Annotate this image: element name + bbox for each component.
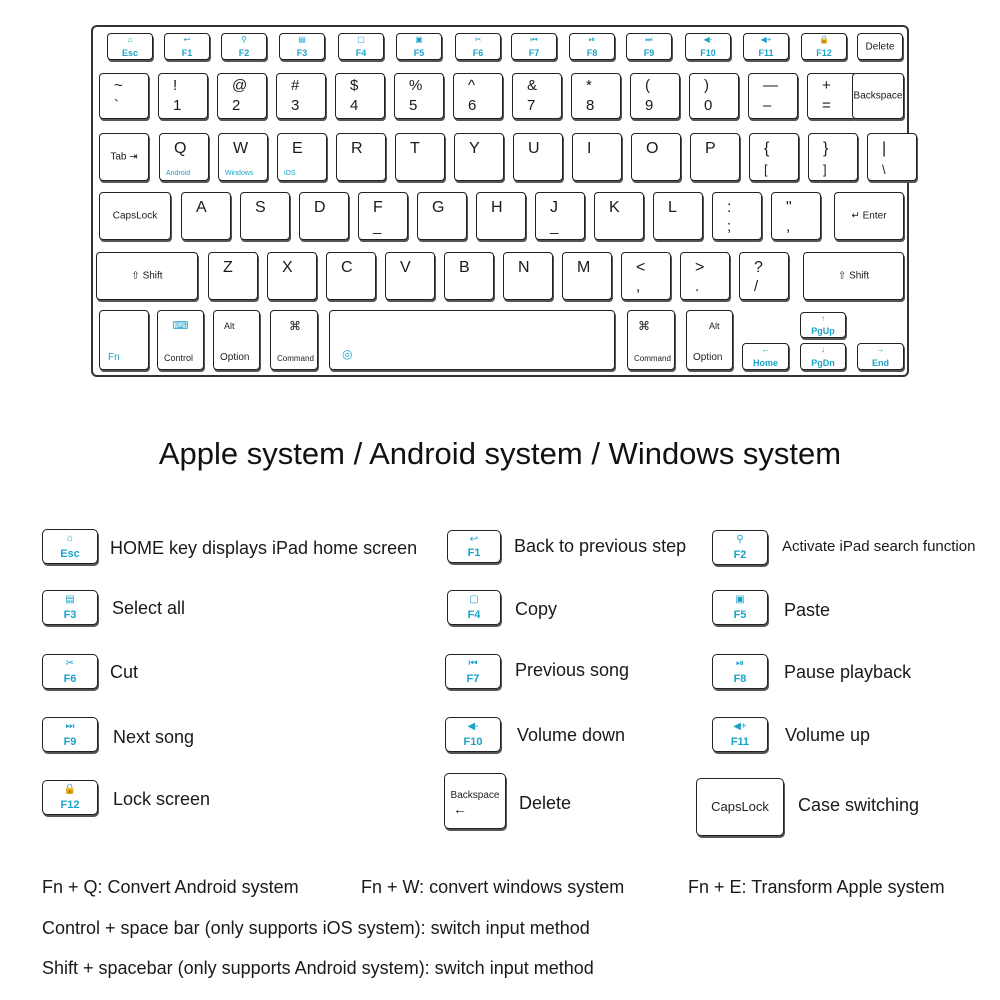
key-bottom-symbol: , xyxy=(636,278,641,295)
legend-key-label: F9 xyxy=(63,736,77,748)
key-4[interactable] xyxy=(335,73,385,119)
key-letter: R xyxy=(351,140,363,157)
key-f1[interactable] xyxy=(164,33,210,60)
key-y[interactable] xyxy=(454,133,504,181)
volume-down-icon: ◀- xyxy=(703,35,713,44)
key-label: F12 xyxy=(816,48,832,58)
legend-key-icon: ⏮ xyxy=(468,658,478,669)
control-key[interactable] xyxy=(157,310,204,370)
key-t[interactable] xyxy=(395,133,445,181)
backspace-key[interactable] xyxy=(852,73,904,119)
key-letter: X xyxy=(282,259,293,276)
volume-up-icon: ◀+ xyxy=(760,35,772,44)
key-i[interactable] xyxy=(572,133,622,181)
key-–[interactable] xyxy=(748,73,798,119)
key-6[interactable] xyxy=(453,73,503,119)
legend-key-label: Backspace xyxy=(450,790,500,801)
key-top-symbol: # xyxy=(291,77,300,94)
left-shift-key[interactable] xyxy=(96,252,198,300)
legend-key-f2 xyxy=(712,530,768,565)
pgup-label: PgUp xyxy=(811,326,835,336)
key-top-symbol: @ xyxy=(232,77,248,94)
key-label: F1 xyxy=(181,48,193,58)
legend-text: Cut xyxy=(110,662,139,682)
key-letter: O xyxy=(646,140,659,157)
search-icon: ⚲ xyxy=(241,35,247,44)
key-f8[interactable] xyxy=(569,33,615,60)
legend-key-label: F8 xyxy=(733,673,747,685)
key-top-symbol: ~ xyxy=(114,77,123,94)
key-label: F6 xyxy=(472,48,484,58)
key-x[interactable] xyxy=(267,252,317,300)
key-1[interactable] xyxy=(158,73,208,119)
key-label: F7 xyxy=(528,48,540,58)
legend-key-f4 xyxy=(447,590,501,625)
key-e[interactable] xyxy=(277,133,327,181)
legend-key-icon: ✂ xyxy=(65,658,75,669)
key-bottom-symbol: = xyxy=(822,97,831,114)
key-letter: G xyxy=(432,199,445,216)
key-bottom-symbol: 6 xyxy=(468,97,477,114)
legend-key-backspace xyxy=(444,773,506,829)
key-top-symbol: * xyxy=(586,77,592,94)
key-f9[interactable] xyxy=(626,33,672,60)
key-letter: E xyxy=(292,140,303,157)
key-p[interactable] xyxy=(690,133,740,181)
key-label: F10 xyxy=(700,48,716,58)
legend-key-icon: ◀- xyxy=(467,721,479,732)
key-q[interactable] xyxy=(159,133,209,181)
option-label: Option xyxy=(693,352,723,363)
key-label: F3 xyxy=(296,48,308,58)
left-arrow-icon: ← xyxy=(453,801,467,817)
shortcut-fn-q: Fn + Q: Convert Android system xyxy=(42,877,299,897)
legend-text: Back to previous step xyxy=(514,536,687,556)
key-f7[interactable] xyxy=(511,33,557,60)
key-}[interactable] xyxy=(808,133,858,181)
key-semicolon[interactable] xyxy=(712,192,762,240)
legend-text: Volume up xyxy=(785,725,871,745)
legend-text: Select all xyxy=(112,598,186,618)
key-r[interactable] xyxy=(336,133,386,181)
key-letter: Q xyxy=(174,140,187,157)
pgdn-key[interactable] xyxy=(800,343,846,370)
key-bottom-symbol: 2 xyxy=(232,97,241,114)
key-label: F11 xyxy=(758,48,774,58)
tab-label: Tab ⇥ xyxy=(110,151,138,163)
shift-label: ⇧ Shift xyxy=(837,270,870,282)
legend-key-icon: ⏭ xyxy=(65,721,75,732)
key-d[interactable] xyxy=(299,192,349,240)
key-period[interactable] xyxy=(680,252,730,300)
key-tilde[interactable] xyxy=(99,73,149,119)
left-command-key[interactable] xyxy=(270,310,318,370)
right-option-key[interactable] xyxy=(686,310,733,370)
legend-key-f3 xyxy=(42,590,98,625)
key-letter: L xyxy=(668,199,677,216)
key-sub-label: \ xyxy=(882,162,886,177)
legend-key-label: F3 xyxy=(63,609,77,621)
key-7[interactable] xyxy=(512,73,562,119)
key-bottom-symbol: – xyxy=(763,97,772,114)
key-bottom-symbol: 7 xyxy=(527,97,536,114)
shortcut-fn-w: Fn + W: convert windows system xyxy=(361,877,625,897)
key-bottom-symbol: 5 xyxy=(409,97,418,114)
legend-text: Copy xyxy=(515,599,558,619)
key-label: F4 xyxy=(355,48,367,58)
key-sub-label: ] xyxy=(823,162,827,177)
key-letter: J xyxy=(550,199,558,216)
key-letter: S xyxy=(255,199,266,216)
key-label: F8 xyxy=(586,48,598,58)
key-5[interactable] xyxy=(394,73,444,119)
key-top-symbol: & xyxy=(527,77,538,94)
legend-key-icon: ⚲ xyxy=(736,534,744,545)
key-w[interactable] xyxy=(218,133,268,181)
key-letter: D xyxy=(314,199,326,216)
key-f2[interactable] xyxy=(221,33,267,60)
key-bottom-symbol: 0 xyxy=(704,97,713,114)
key-n[interactable] xyxy=(503,252,553,300)
legend-key-label: F12 xyxy=(60,799,80,811)
legend-key-f5 xyxy=(712,590,768,625)
key-letter: N xyxy=(518,259,530,276)
legend-key-label: F1 xyxy=(467,547,481,559)
key-f5[interactable] xyxy=(396,33,442,60)
key-f4[interactable] xyxy=(338,33,384,60)
paste-icon: ▣ xyxy=(415,35,423,44)
legend-text: Delete xyxy=(519,793,572,813)
key-s[interactable] xyxy=(240,192,290,240)
key-letter: I xyxy=(587,140,592,157)
key-f3[interactable] xyxy=(279,33,325,60)
home-key[interactable] xyxy=(742,343,789,370)
legend-key-f6 xyxy=(42,654,98,689)
key-bottom-symbol: 9 xyxy=(645,97,654,114)
pause-play-icon: ⏯ xyxy=(588,35,596,44)
legend-key-icon: 🔒 xyxy=(63,784,77,795)
key-|[interactable] xyxy=(867,133,917,181)
legend-text: Pause playback xyxy=(784,662,912,682)
key-b[interactable] xyxy=(444,252,494,300)
legend-key-label: F5 xyxy=(733,609,747,621)
key-label: F5 xyxy=(413,48,425,58)
key-letter: C xyxy=(341,259,353,276)
key-f11[interactable] xyxy=(743,33,789,60)
control-label: Control xyxy=(164,353,194,363)
key-z[interactable] xyxy=(208,252,258,300)
key-letter: U xyxy=(528,140,540,157)
shortcut-fn-e: Fn + E: Transform Apple system xyxy=(688,877,945,897)
key-letter: T xyxy=(410,140,420,157)
key-letter: P xyxy=(705,140,716,157)
legend-key-label: F11 xyxy=(730,736,750,748)
key-f10[interactable] xyxy=(685,33,731,60)
key-o[interactable] xyxy=(631,133,681,181)
spacebar[interactable] xyxy=(329,310,615,370)
key-letter: F xyxy=(373,199,383,216)
key-l[interactable] xyxy=(653,192,703,240)
end-label: End xyxy=(872,358,889,368)
legend-key-f11 xyxy=(712,717,768,752)
legend-key-label: Esc xyxy=(60,548,80,560)
key-letter: W xyxy=(233,140,249,157)
enter-key[interactable] xyxy=(834,192,904,240)
key-sub-label: [ xyxy=(764,162,768,177)
key-bottom-symbol: 4 xyxy=(350,97,359,114)
key-bottom-symbol: _ xyxy=(550,218,559,235)
key-top-symbol: — xyxy=(763,77,778,94)
key-top-symbol: % xyxy=(409,77,423,94)
key-letter: " xyxy=(786,199,792,216)
legend-key-esc xyxy=(42,529,98,564)
left-option-key[interactable] xyxy=(213,310,260,370)
key-bottom-symbol: ; xyxy=(727,218,732,235)
legend-key-f12 xyxy=(42,780,98,815)
legend-text: Lock screen xyxy=(113,789,211,809)
right-shift-key[interactable] xyxy=(803,252,904,300)
globe-icon: ◎ xyxy=(342,347,353,361)
back-icon: ↩ xyxy=(183,35,191,44)
key-letter: : xyxy=(727,199,732,216)
key-letter: > xyxy=(695,259,705,276)
key-letter: A xyxy=(196,199,207,216)
legend-key-f8 xyxy=(712,654,768,689)
legend-key-icon: ◀+ xyxy=(733,721,747,732)
key-bottom-symbol: 3 xyxy=(291,97,300,114)
key-letter: < xyxy=(636,259,646,276)
legend-key-label: F4 xyxy=(467,609,481,621)
page-heading: Apple system / Android system / Windows system xyxy=(158,436,842,471)
key-letter: V xyxy=(400,259,411,276)
enter-label: ↵ Enter xyxy=(851,210,887,222)
key-8[interactable] xyxy=(571,73,621,119)
up-arrow-icon: ↑ xyxy=(821,314,825,323)
legend-key-icon: ↩ xyxy=(469,534,479,545)
key-top-symbol: ( xyxy=(645,77,650,94)
right-command-key[interactable] xyxy=(627,310,675,370)
key-bottom-symbol: , xyxy=(786,218,791,235)
key-bottom-symbol: 8 xyxy=(586,97,595,114)
legend-text: Case switching xyxy=(798,795,920,815)
legend-key-icon: ▢ xyxy=(469,594,479,605)
key-top-symbol: ^ xyxy=(468,77,476,94)
pgup-key[interactable] xyxy=(800,312,846,338)
legend-key-f9 xyxy=(42,717,98,752)
key-letter: B xyxy=(459,259,470,276)
key-letter: } xyxy=(823,140,829,157)
key-label: Esc xyxy=(121,48,138,58)
key-bottom-symbol: _ xyxy=(373,218,382,235)
key-m[interactable] xyxy=(562,252,612,300)
key-label: F2 xyxy=(238,48,250,58)
lock-icon: 🔒 xyxy=(819,35,829,44)
copy-icon: ▢ xyxy=(357,35,365,44)
legend-key-label: F10 xyxy=(463,736,483,748)
legend-key-label: CapsLock xyxy=(711,799,769,814)
right-arrow-icon: → xyxy=(876,345,885,354)
legend-text: Paste xyxy=(784,600,831,620)
legend-key-f7 xyxy=(445,654,501,689)
legend-key-capslock xyxy=(696,778,784,836)
key-bottom-symbol: . xyxy=(695,278,700,295)
key-letter: K xyxy=(609,199,620,216)
key-3[interactable] xyxy=(276,73,326,119)
key-slash[interactable] xyxy=(739,252,789,300)
backspace-label: Backspace xyxy=(853,90,903,102)
key-top-symbol: ) xyxy=(704,77,709,94)
key-letter: H xyxy=(491,199,503,216)
command-label: Command xyxy=(634,354,671,363)
fn-key[interactable] xyxy=(99,310,149,370)
key-letter: ? xyxy=(754,259,763,276)
legend-key-label: F7 xyxy=(466,673,480,685)
key-9[interactable] xyxy=(630,73,680,119)
legend-text: HOME key displays iPad home screen xyxy=(110,538,418,558)
legend-text: Activate iPad search function xyxy=(782,538,976,555)
key-f6[interactable] xyxy=(455,33,501,60)
legend-text: Previous song xyxy=(515,660,630,680)
key-a[interactable] xyxy=(181,192,231,240)
key-top-symbol: + xyxy=(822,77,831,94)
key-letter: { xyxy=(764,140,770,157)
alt-label: Alt xyxy=(709,321,720,331)
key-f12[interactable] xyxy=(801,33,847,60)
key-label: F9 xyxy=(643,48,655,58)
key-k[interactable] xyxy=(594,192,644,240)
down-arrow-icon: ↓ xyxy=(821,345,825,354)
home-label: Home xyxy=(752,358,778,368)
command-label: Command xyxy=(277,354,314,363)
capslock-key[interactable] xyxy=(99,192,171,240)
command-icon: ⌘ xyxy=(289,319,301,333)
key-letter: M xyxy=(577,259,591,276)
legend-key-icon: ⌂ xyxy=(66,533,74,544)
legend-key-f1 xyxy=(447,530,501,563)
key-sub-label: Windows xyxy=(225,170,254,177)
key-sub-label: iOS xyxy=(284,170,296,177)
key-{[interactable] xyxy=(749,133,799,181)
key-letter: Y xyxy=(469,140,480,157)
key-j[interactable] xyxy=(535,192,585,240)
key-sub-label: Android xyxy=(166,170,191,177)
command-icon: ⌘ xyxy=(638,319,650,333)
key-=[interactable] xyxy=(807,73,857,119)
key-top-symbol: $ xyxy=(350,77,359,94)
legend-key-label: F6 xyxy=(63,673,77,685)
legend-key-icon: ▤ xyxy=(65,594,75,605)
key-top-symbol: ! xyxy=(173,77,178,94)
pgdn-label: PgDn xyxy=(811,358,835,368)
delete-key-label: Delete xyxy=(865,41,895,52)
delete-key[interactable] xyxy=(857,33,903,60)
option-label: Option xyxy=(220,352,250,363)
key-letter: | xyxy=(882,140,887,157)
key-0[interactable] xyxy=(689,73,739,119)
legend-text: Volume down xyxy=(517,725,626,745)
key-c[interactable] xyxy=(326,252,376,300)
keyboard-icon: ⌨ xyxy=(172,320,189,332)
select-all-icon: ▤ xyxy=(298,35,306,44)
legend-key-f10 xyxy=(445,717,501,752)
key-esc[interactable] xyxy=(107,33,153,60)
key-bottom-symbol: ` xyxy=(114,97,119,114)
key-g[interactable] xyxy=(417,192,467,240)
shortcut-shift-space: Shift + spacebar (only supports Android system): switch input method xyxy=(42,958,594,978)
legend-key-label: F2 xyxy=(733,549,747,561)
shortcut-control-space: Control + space bar (only supports iOS system): switch input method xyxy=(42,918,590,938)
key-2[interactable] xyxy=(217,73,267,119)
legend-text: Next song xyxy=(113,727,195,747)
shift-label: ⇧ Shift xyxy=(131,270,163,282)
key-quote[interactable] xyxy=(771,192,821,240)
tab-key[interactable] xyxy=(99,133,149,181)
key-f[interactable] xyxy=(358,192,408,240)
cut-icon: ✂ xyxy=(474,35,482,44)
legend-key-icon: ▣ xyxy=(735,594,745,605)
left-arrow-icon: ← xyxy=(761,345,770,354)
fn-label: Fn xyxy=(108,352,120,363)
key-h[interactable] xyxy=(476,192,526,240)
key-bottom-symbol: 1 xyxy=(173,97,182,114)
key-bottom-symbol: / xyxy=(754,278,759,295)
alt-label: Alt xyxy=(224,321,235,331)
key-letter: Z xyxy=(223,259,233,276)
key-comma[interactable] xyxy=(621,252,671,300)
previous-song-icon: ⏮ xyxy=(530,35,538,44)
home-icon: ⌂ xyxy=(127,35,133,44)
next-song-icon: ⏭ xyxy=(645,35,653,44)
key-u[interactable] xyxy=(513,133,563,181)
end-key[interactable] xyxy=(857,343,904,370)
capslock-label: CapsLock xyxy=(112,210,158,222)
legend-key-icon: ⏯ xyxy=(736,658,744,669)
key-v[interactable] xyxy=(385,252,435,300)
